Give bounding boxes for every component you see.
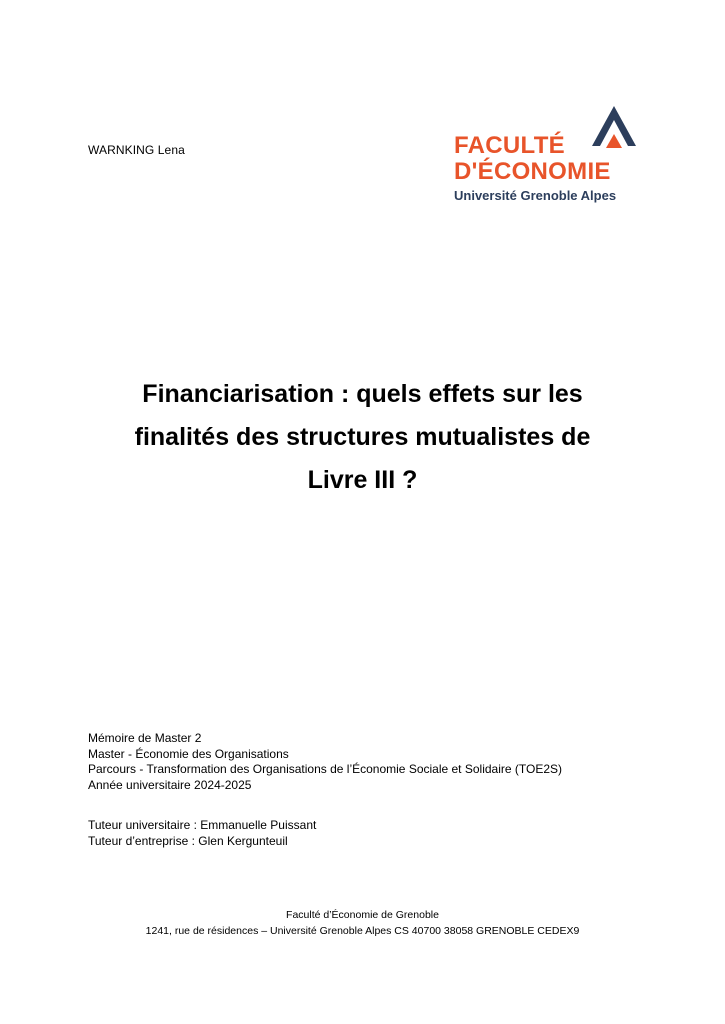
- footer-address: 1241, rue de résidences – Université Grenoble Alpes CS 40700 38058 GRENOBLE CEDEX9: [145, 925, 580, 937]
- logo-text-university: Université Grenoble Alpes: [454, 188, 617, 203]
- mountain-peak-icon: [592, 106, 636, 158]
- author-name: WARNKING Lena: [88, 143, 185, 157]
- tutors-block: [88, 818, 316, 849]
- memoire-type: Mémoire de Master 2: [88, 731, 202, 745]
- page-footer: [60, 907, 665, 939]
- faculty-logo: [454, 106, 644, 206]
- footer-institution: Faculté d’Économie de Grenoble: [286, 909, 439, 921]
- master-program: Master - Économie des Organisations: [88, 746, 289, 761]
- thesis-info: [88, 731, 562, 793]
- thesis-title: [60, 373, 665, 502]
- logo-text-faculte: FACULTÉ: [454, 132, 565, 159]
- academic-year: Année universitaire 2024-2025: [88, 777, 252, 792]
- thesis-title-line: Livre III ?: [307, 466, 418, 494]
- company-tutor: Tuteur d’entreprise : Glen Kergunteuil: [88, 833, 288, 848]
- thesis-title-line: finalités des structures mutualistes de: [134, 423, 591, 451]
- academic-tutor: Tuteur universitaire : Emmanuelle Puissant: [88, 818, 317, 832]
- thesis-title-line: Financiarisation : quels effets sur les: [142, 380, 583, 408]
- logo-text-economie: D'ÉCONOMIE: [454, 158, 611, 185]
- parcours: Parcours - Transformation des Organisations de l’Économie Sociale et Solidaire (TOE2S): [88, 762, 562, 776]
